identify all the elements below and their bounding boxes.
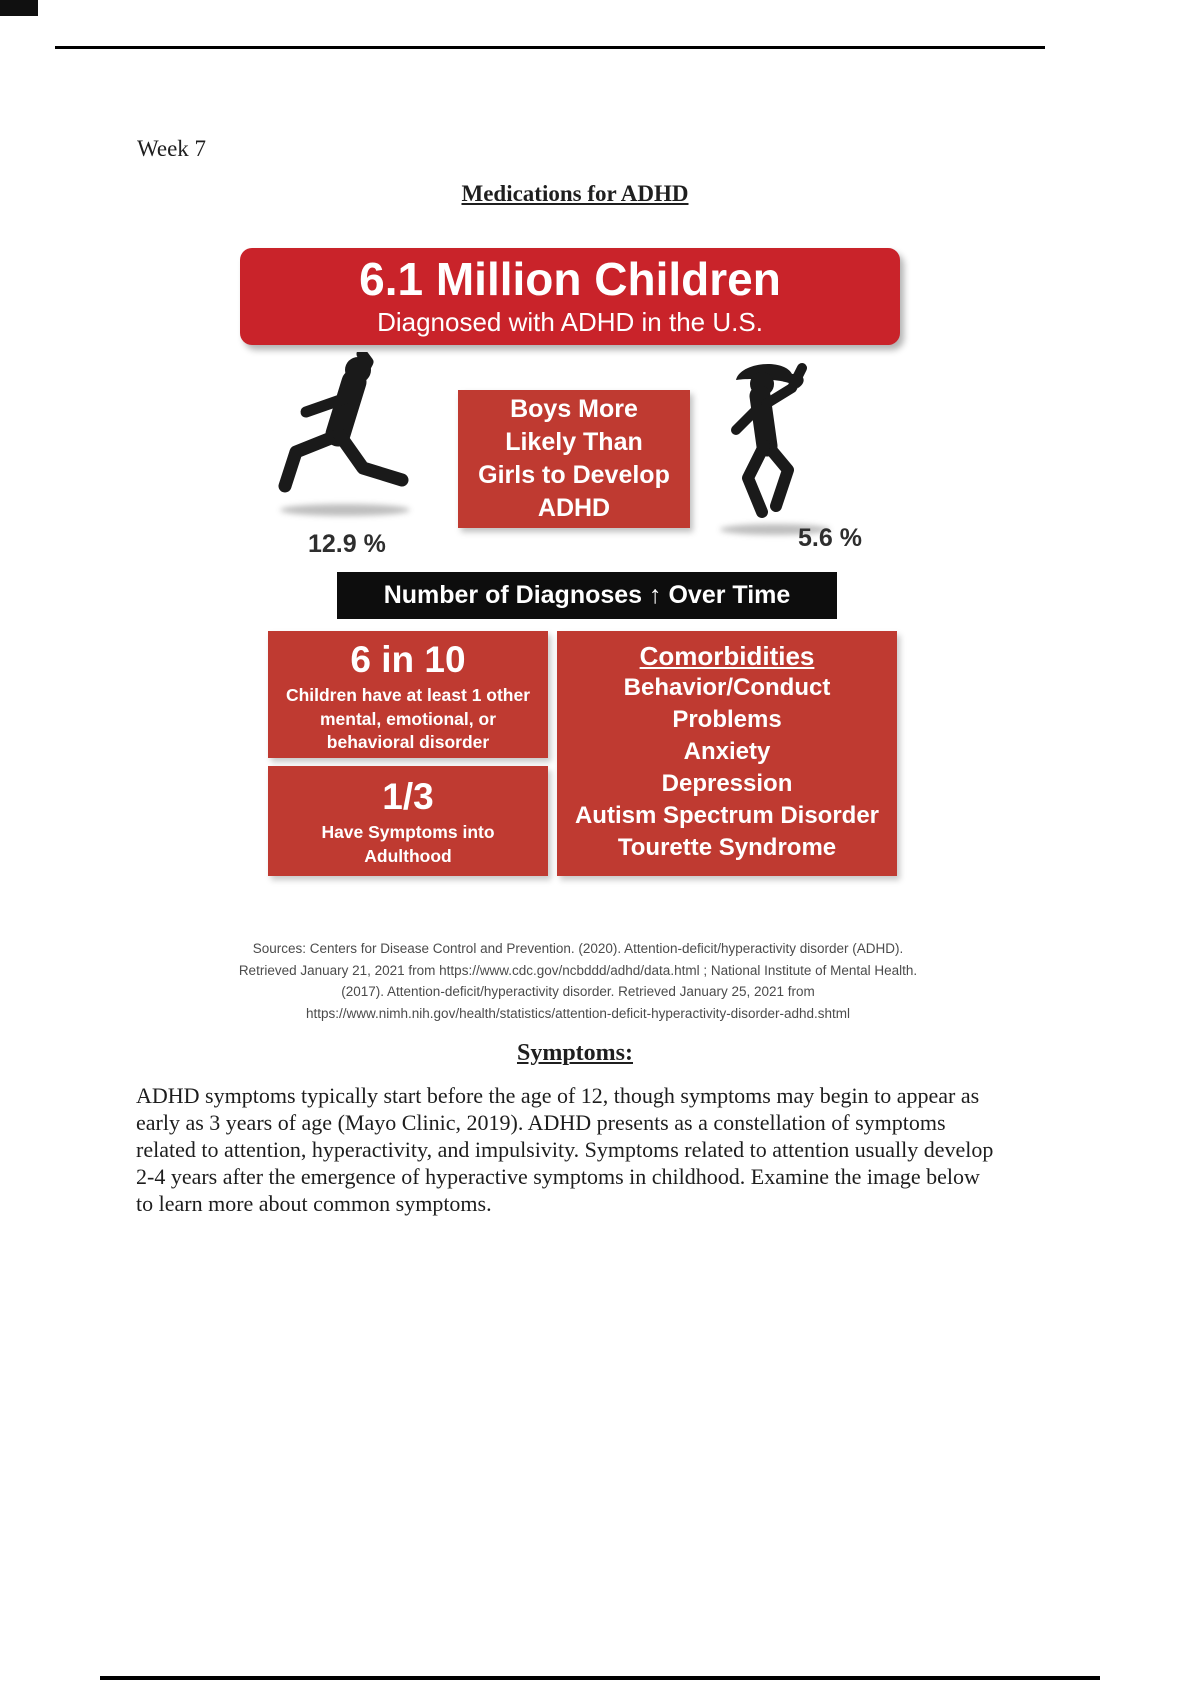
one-third-caption: Have Symptoms into Adulthood — [321, 822, 495, 866]
comorbidity-item: Anxiety — [683, 737, 771, 765]
top-rule — [55, 46, 1045, 49]
boys-vs-girls-text: Boys More Likely Than Girls to Develop ADHD — [478, 395, 670, 522]
symptoms-paragraph: ADHD symptoms typically start before the age of 12, though symptoms may begin to appear as early as 3 years of age (Mayo Clinic, 2019). ADHD presents as a constellation of symptoms related to attention, hyperactivity, and impulsivity. Symptoms related to attention usually develop 2-4 years after the emergence of hyperactive symptoms in childhood. Examine the image below to learn more about common symptoms. — [136, 1083, 994, 1217]
scan-corner-mark — [0, 0, 38, 16]
comorbidity-item: Behavior/Conduct Problems — [623, 674, 831, 733]
jumping-boy-silhouette-icon — [262, 352, 434, 514]
boys-vs-girls-box — [458, 390, 690, 528]
boys-percentage: 12.9 % — [308, 530, 386, 558]
six-in-ten-value: 6 in 10 — [350, 639, 466, 680]
dancing-girl-silhouette-icon — [702, 358, 830, 530]
sources-text: Sources: Centers for Disease Control and Prevention. (2020). Attention-deficit/hyperactivity disorder (ADHD). Retrieved January 21, 2021 from https://www.cdc.gov/ncbddd/adhd/data.html ; National Institute of Mental Health. (2017). Attention-deficit/hyperactivity disorder. Retrieved January 25, 2021 from https://www.nimh.nih.gov/health/statistics/attention-deficit-hyperactivity-disorder-adhd.shtml — [238, 941, 918, 1021]
week-label: Week 7 — [137, 136, 207, 161]
symptoms-heading: Symptoms: — [516, 1040, 633, 1066]
banner-headline: 6.1 Million Children — [359, 253, 781, 306]
six-in-ten-box — [268, 631, 548, 758]
one-third-value: 1/3 — [382, 776, 434, 817]
diagnoses-over-time-bar: Number of Diagnoses ↑ Over Time — [337, 572, 837, 619]
comorbidity-item: Autism Spectrum Disorder — [574, 801, 880, 829]
headline-banner — [240, 248, 900, 345]
banner-subline: Diagnosed with ADHD in the U.S. — [377, 306, 763, 337]
comorbidities-box — [557, 631, 897, 876]
comorbidity-item: Depression — [661, 769, 793, 797]
bottom-rule — [100, 1676, 1100, 1680]
boy-ground-shadow — [280, 504, 410, 516]
six-in-ten-caption: Children have at least 1 other mental, emotional, or behavioral disorder — [285, 685, 531, 753]
comorbidity-item: Tourette Syndrome — [617, 833, 837, 861]
girls-percentage: 5.6 % — [798, 524, 862, 552]
comorbidities-title: Comorbidities — [639, 641, 815, 671]
one-third-box — [268, 766, 548, 876]
page-title: Medications for ADHD — [461, 181, 689, 206]
